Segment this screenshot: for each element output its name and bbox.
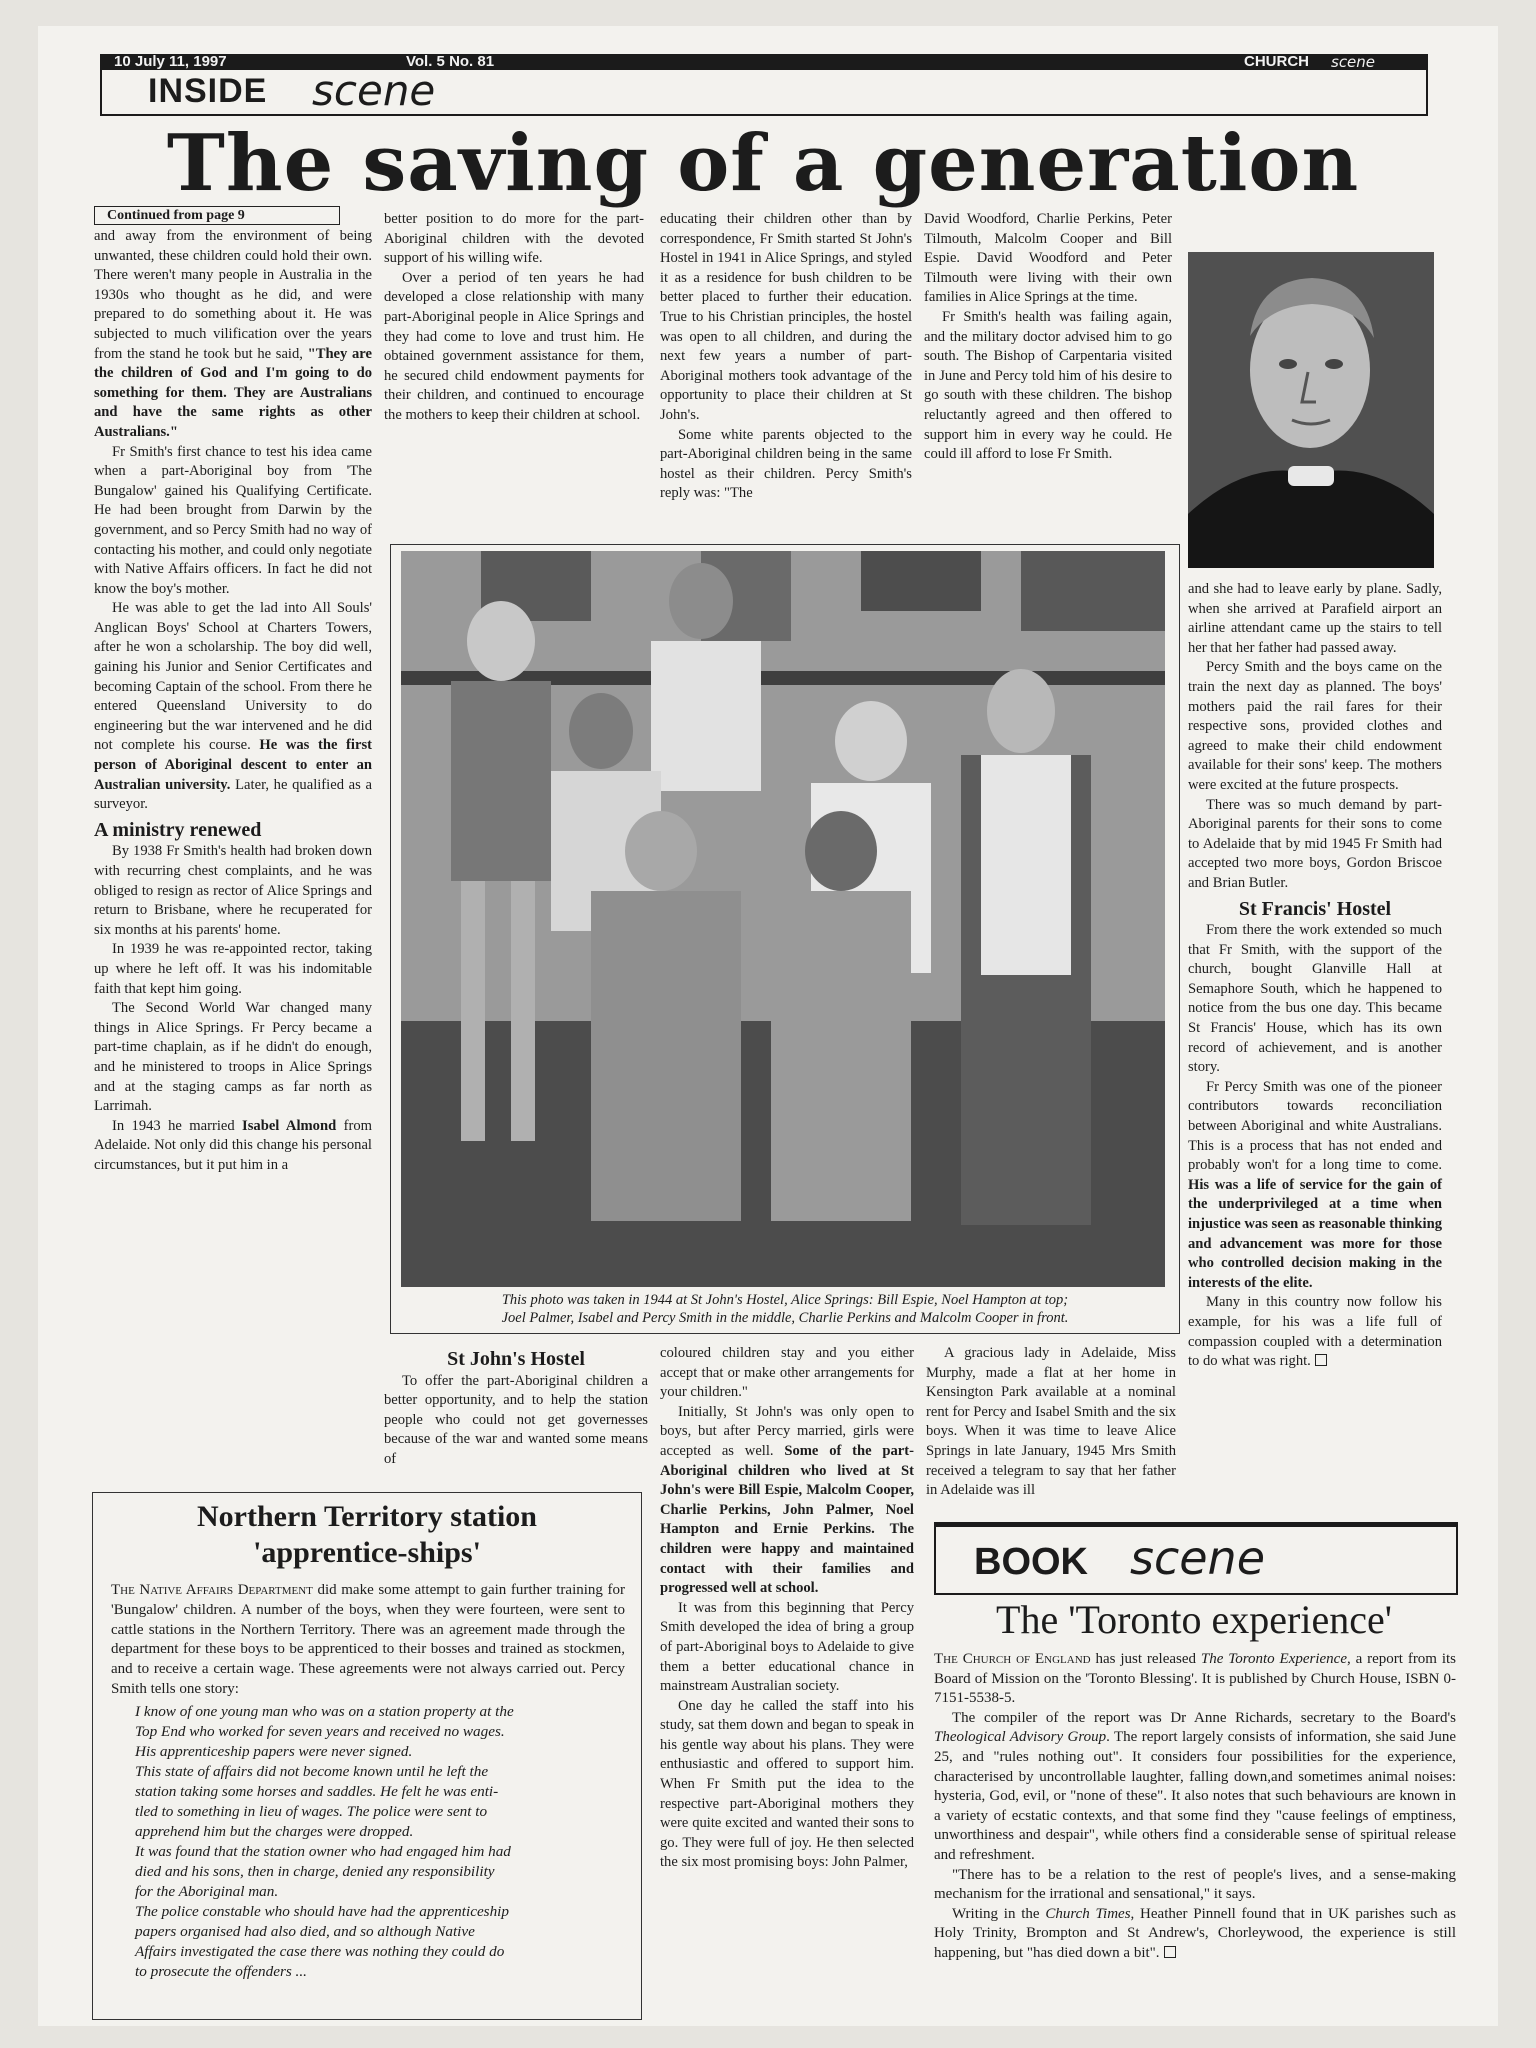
newspaper-page [38,26,1498,2026]
page-date: 10 July 11, 1997 [114,53,227,70]
paragraph: David Woodford, Charlie Perkins, Peter Tilmouth, Malcolm Cooper and Bill Espie. David Woodford and Peter Tilmouth were living with their own families in Alice Springs at the time. [924,211,1172,306]
paragraph: There was so much demand by part-Aboriginal parents for their sons to come to Adelaide that by mid 1945 Fr Smith had accepted two more boys, Gordon Briscoe and Brian Butler. [1188,796,1442,891]
book-scene-banner [934,1522,1458,1595]
column-4 [924,210,1172,465]
column-middle-lower [660,1344,914,1873]
paragraph: Initially, St John's was only open to boys, but after Percy married, girls were accepted as well. Some of the part-Aboriginal children who lived at St John's were Bill Espie, Malcolm Cooper, Charlie Perkins, John Palmer, Noel Hampton and Ernie Perkins. The children were happy and maintained contact with their families and progressed well at school. [660,1403,915,1597]
volume-number: Vol. 5 No. 81 [406,53,495,70]
paragraph: Writing in the Church Times, Heather Pinnell found that in UK parishes such as Holy Trinity, Brompton and St Andrew's, Chorleywood, the experience is still happening, but "has died down a bit". [934,1905,1457,1961]
paragraph: Fr Smith's first chance to test his idea came when a part-Aboriginal boy from 'The Bungalow' gained his Qualifying Certificate. He had been brought from Darwin by the government, and so Percy Smith had no way of contacting his mother, and could only negotiate with Native Affairs officers. In fact he did not know the boy's mother. [94,443,372,597]
paragraph: and she had to leave early by plane. Sadly, when she arrived at Parafield airport an airline attendant came up the stairs to tell her that her father had passed away. [1188,581,1442,656]
paragraph: Over a period of ten years he had developed a close relationship with many part-Aboriginal people in Alice Springs and they had come to love and trust him. He obtained government assistance for them, he secured child endowment payments for their children, and continued to encourage the mothers to keep their children at school. [384,269,644,423]
group-photo [401,551,1165,1287]
book-scene-word: scene [1130,1531,1266,1585]
subhead-st-johns-hostel: St John's Hostel [447,1348,585,1370]
box-title: Northern Territory station 'apprentice-ships' [197,1500,537,1569]
quoted-story: I know of one young man who was on a station property at the Top End who worked for seven years and received no wages. His apprenticeship papers were never signed. This state of affairs did not become known until he left the station taking some horses and saddles. He felt he was enti- tled to something in lieu of wages. The police were sent to apprehend him but the charges were dropped. It was found that the station owner who had engaged him had died and his sons, then in charge, denied any responsibility for the Aboriginal man. The police constable who should have had the apprenticeship papers organised had also died, and so although Native Affairs investigated the case there was nothing they could do to prosecute the offenders ... [135,1702,514,1980]
column-5 [1188,580,1442,1372]
headline: The saving of a generation [166,118,1360,209]
column-right-lower [926,1344,1176,1501]
photo-caption: This photo was taken in 1944 at St John's Hostel, Alice Springs: Bill Espie, Noel Hampton at top; Joel Palmer, Isabel and Percy Smith in the middle, Charlie Perkins and Malcolm Cooper in front. [501,1292,1069,1326]
column-3 [660,210,912,504]
column-1 [94,206,372,1176]
paper-name-scene: scene [1331,53,1376,71]
paragraph: better position to do more for the part-Aboriginal children with the devoted support of his willing wife. [384,211,644,267]
paragraph: coloured children stay and you either accept that or make other arrangements for your children." [660,1345,914,1401]
paragraph: In 1939 he was re-appointed rector, taking up where he left off. It was his indomitable faith that kept him going. [94,941,372,997]
end-mark-icon [1164,1946,1176,1958]
paragraph: Many in this country now follow his example, for his was a life full of compassion coupled with a determination to do what was right. [1188,1294,1442,1370]
paragraph: Some white parents objected to the part-Aboriginal children being in the same hostel as their children. Percy Smith's reply was: "The [660,426,912,502]
paper-name-church: CHURCH [1244,53,1309,70]
paragraph: "There has to be a relation to the rest of people's lives, and a sense-making mechanism for the irrational and sensational," it says. [934,1866,1456,1903]
paragraph: The Second World War changed many things in Alice Springs. Fr Percy became a part-time chaplain, as if he didn't do enough, and he ministered to troops in Alice Springs and at the staging camps as far north as Larrimah. [94,1000,372,1115]
paragraph: The compiler of the report was Dr Anne Richards, secretary to the Board's Theological Advisory Group. The report largely consists of information, she said June 25, and "rules nothing out". It considers four possibilities for the experience, characterised by uncontrollable laughter, falling down,and sometimes animal noises: hysteria, God, evil, or "none of these". It also notes that such behaviours are known in a variety of ecstatic contexts, and that some find they "cause feelings of emptiness, unworthiness and despair", while others find a considerable sense of spiritual release and refreshment. [934,1709,1456,1863]
continued-label: Continued from page 9 [94,206,340,225]
paragraph: In 1943 he married Isabel Almond from Adelaide. Not only did this change his personal circumstances, but it put him in a [94,1117,372,1173]
paragraph: A gracious lady in Adelaide, Miss Murphy, made a flat at her home in Kensington Park available at a nominal rent for Percy and Isabel Smith and the six boys. When it was time to leave Alice Springs in late January, 1945 Mrs Smith received a telegram to say that her father in Adelaide was ill [926,1345,1176,1499]
column-st-johns [384,1344,648,1470]
paragraph: One day he called the staff into his study, sat them down and began to speak in his gentle way about his plans. They were enthusiastic and offered to support him. When Fr Smith put the idea to the respective part-Aboriginal mothers they were quite excited and wanted their sons to go. They were full of joy. He then selected the six most promising boys: John Palmer, [660,1697,914,1871]
book-review-body [934,1650,1456,1964]
paragraph: By 1938 Fr Smith's health had broken down with recurring chest complaints, and he was obliged to resign as rector of Alice Springs and return to Brisbane, where he recuperated for six months at his parents' home. [94,843,372,938]
paragraph: It was from this beginning that Percy Smith developed the idea of bring a group of part-Aboriginal boys to Adelaide to give them a better educational chance in mainstream Australian society. [660,1599,914,1695]
paragraph: Percy Smith and the boys came on the train the next day as planned. The boys' mothers paid the rail fares for their respective sons, provided clothes and agreed to make their child endowment available for their sons' keep. The mothers were excited at the future prospects. [1188,659,1442,793]
paragraph: To offer the part-Aboriginal children a better opportunity, and to help the station people who could not get governesses because of the war and wanted some means of [384,1372,648,1467]
paragraph: The Native Affairs Department did make some attempt to gain further training for 'Bungalow' children. A number of the boys, when they were fourteen, were sent to cattle stations in the Northern Territory. There was an agreement made through the department for these boys to be apprenticed to their bosses and trained as stockmen, and to receive a certain wage. These agreements were not always carried out. Percy Smith tells one story: [111,1582,626,1697]
section-scene: scene [312,66,436,115]
section-banner [100,66,1428,116]
section-word: INSIDE [148,72,268,110]
paragraph: educating their children other than by correspondence, Fr Smith started St John's Hostel in 1941 in Alice Springs, and styled it as a residence for bush children to be better placed to further their education. True to his Christian principles, the hostel was open to all children, and during the next few years a number of part-Aboriginal mothers took advantage of the opportunity to place their children at St John's. [660,211,912,423]
paragraph: He was able to get the lad into All Souls' Anglican Boys' School at Charters Towers, after he won a scholarship. The boy did well, gaining his Junior and Senior Certificates and becoming Captain of the school. From there he entered Queensland University to do engineering but the war intervened and he did not complete his course. He was the first person of Aboriginal descent to enter an Australian university. Later, he qualified as a surveyor. [94,600,372,813]
paragraph: Fr Smith's health was failing again, and the military doctor advised him to go south. The Bishop of Carpentaria visited in June and Percy told him of his desire to go south with these children. The bishop reluctantly agreed and then offered to support him in every way he could. He could ill afford to lose Fr Smith. [924,308,1172,463]
end-mark-icon [1315,1354,1327,1366]
subhead-ministry-renewed: A ministry renewed [94,818,262,841]
paragraph: From there the work extended so much that Fr Smith, with the support of the church, bought Glanville Hall at Semaphore South, which he happened to notice from the bus one day. This became St Francis' House, which has its own record of achievement, and is another story. [1188,922,1442,1076]
masthead-bar [100,54,1428,70]
northern-territory-box [92,1492,642,2020]
column-2 [384,210,644,426]
paragraph: Fr Percy Smith was one of the pioneer contributors towards reconciliation between Aboriginal and white Australians. This is a process that has not ended and probably won't for a long time to come. His was a life of service for the gain of the underprivileged at a time when injustice was seen as reasonable thinking and advancement was more for those who controlled decision making in the interests of the elite. [1188,1078,1442,1291]
group-photo-frame [390,544,1180,1334]
subhead-st-francis-hostel: St Francis' Hostel [1238,897,1392,920]
box-body [111,1581,625,1982]
paragraph: The Church of England has just released The Toronto Experience, a report from its Board of Mission on the 'Toronto Blessing'. It is published by Church House, ISBN 0-7151-5538-5. [934,1651,1457,1707]
portrait-photo [1188,252,1434,568]
book-review-title: The 'Toronto experience' [996,1597,1392,1642]
paragraph: and away from the environment of being unwanted, these children could hold their own. There weren't many people in Australia in the 1930s who thought as he did, and were prepared to do something about it. He was subjected to much vilification over the years from the stand he took but he said, "They are the children of God and I'm going to do something for them. They are Australians and have the same rights as other Australians." [94,228,372,440]
book-word: BOOK [974,1541,1088,1583]
